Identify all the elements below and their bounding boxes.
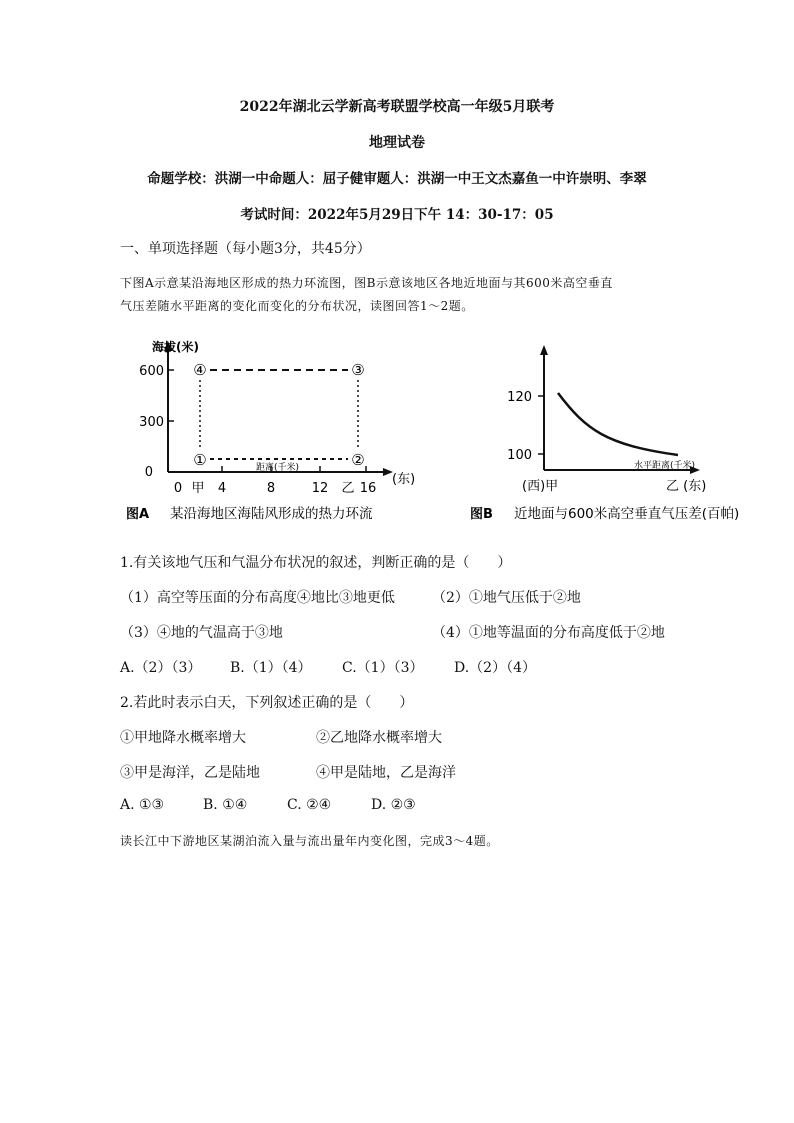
fig-b-ytick-100: 100 — [507, 448, 532, 463]
fig-a-xtick-16: 16 — [359, 481, 377, 496]
q2-statement-4: ④甲是陆地，乙是海洋 — [316, 765, 456, 781]
q2-option-a: A. ①③ — [120, 797, 165, 813]
q2-statement-3: ③甲是海洋，乙是陆地 — [120, 765, 260, 781]
q1-option-d: D.（2）（4） — [454, 660, 536, 676]
fig-a-ytick-600: 600 — [139, 364, 164, 379]
fig-b-caption-label: 图B — [470, 507, 493, 522]
q2-statement-2: ②乙地降水概率增大 — [316, 730, 442, 746]
fig-a-east: (东) — [392, 472, 416, 487]
fig-b-pressure-curve — [558, 393, 678, 455]
q1-statement-1: （1）高空等压面的分布高度④地比③地更低 — [120, 590, 395, 606]
q2-option-b: B. ①④ — [203, 797, 248, 813]
fig-a-point-1: ① — [193, 451, 207, 469]
q1-option-b: B.（1）（4） — [230, 660, 312, 676]
subject-title: 地理试卷 — [369, 135, 425, 151]
q1-statement-2: （2）①地气压低于②地 — [432, 590, 581, 606]
figure-b — [466, 335, 786, 530]
fig-b-east: 乙 (东) — [666, 479, 707, 494]
fig-a-ytick-0: 0 — [144, 465, 153, 480]
exam-title: 2022年湖北云学新高考联盟学校高一年级5月联考 — [239, 99, 555, 115]
fig-a-xtick-yi: 乙 — [341, 481, 355, 496]
fig-a-point-4: ④ — [193, 361, 207, 379]
exam-time: 考试时间：2022年5月29日下午 14：30-17：05 — [240, 207, 554, 223]
q1-statement-3: （3）④地的气温高于③地 — [120, 625, 283, 641]
fig-a-point-3: ③ — [351, 361, 365, 379]
q1-option-c: C.（1）（3） — [342, 660, 424, 676]
fig-a-xtick-12: 12 — [311, 481, 329, 496]
fig-b-caption: 近地面与600米高空垂直气压差(百帕) — [514, 506, 740, 522]
q2-statement-1: ①甲地降水概率增大 — [120, 730, 246, 746]
fig-a-xunit: 距离(千米) — [256, 463, 300, 473]
fig-b-west: (西)甲 — [522, 479, 559, 494]
fig-a-xtick-8: 8 — [266, 481, 276, 496]
fig-a-ytick-300: 300 — [139, 415, 164, 430]
fig-b-ytick-120: 120 — [507, 390, 532, 405]
section-title: 一、单项选择题（每小题3分，共45分） — [120, 241, 371, 257]
q1-option-a: A.（2）（3） — [120, 660, 202, 676]
authors-line: 命题学校：洪湖一中命题人：屈子健审题人：洪湖一中王文杰嘉鱼一中许崇明、李翠 — [147, 171, 647, 187]
intro-line-1: 下图A示意某沿海地区形成的热力环流图，图B示意该地区各地近地面与其600米高空垂直 — [120, 276, 613, 290]
q2-option-d: D. ②③ — [371, 797, 416, 813]
fig-a-xtick-0: 0 — [173, 481, 183, 496]
fig-a-caption: 某沿海地区海陆风形成的热力环流 — [170, 506, 373, 522]
q2-option-c: C. ②④ — [287, 797, 332, 813]
q1-stem: 1.有关该地气压和气温分布状况的叙述，判断正确的是（ ） — [120, 555, 512, 571]
fig-a-ylabel: 海拔(米) — [152, 340, 199, 354]
fig-a-xtick-jia: 甲 — [191, 481, 205, 496]
fig-a-point-2: ② — [351, 451, 365, 469]
q2-stem: 2.若此时表示白天，下列叙述正确的是（ ） — [120, 695, 414, 711]
figure-a — [120, 335, 425, 530]
fig-a-xtick-4: 4 — [217, 481, 227, 496]
fig-b-y-arrow — [540, 345, 548, 355]
intro-3-4: 读长江中下游地区某湖泊流入量与流出量年内变化图，完成3～4题。 — [120, 834, 499, 848]
fig-b-xunit: 水平距离(千米) — [634, 461, 696, 471]
fig-a-caption-label: 图A — [126, 507, 150, 522]
intro-line-2: 气压差随水平距离的变化而变化的分布状况，读图回答1～2题。 — [120, 299, 474, 313]
q1-statement-4: （4）①地等温面的分布高度低于②地 — [432, 625, 665, 641]
